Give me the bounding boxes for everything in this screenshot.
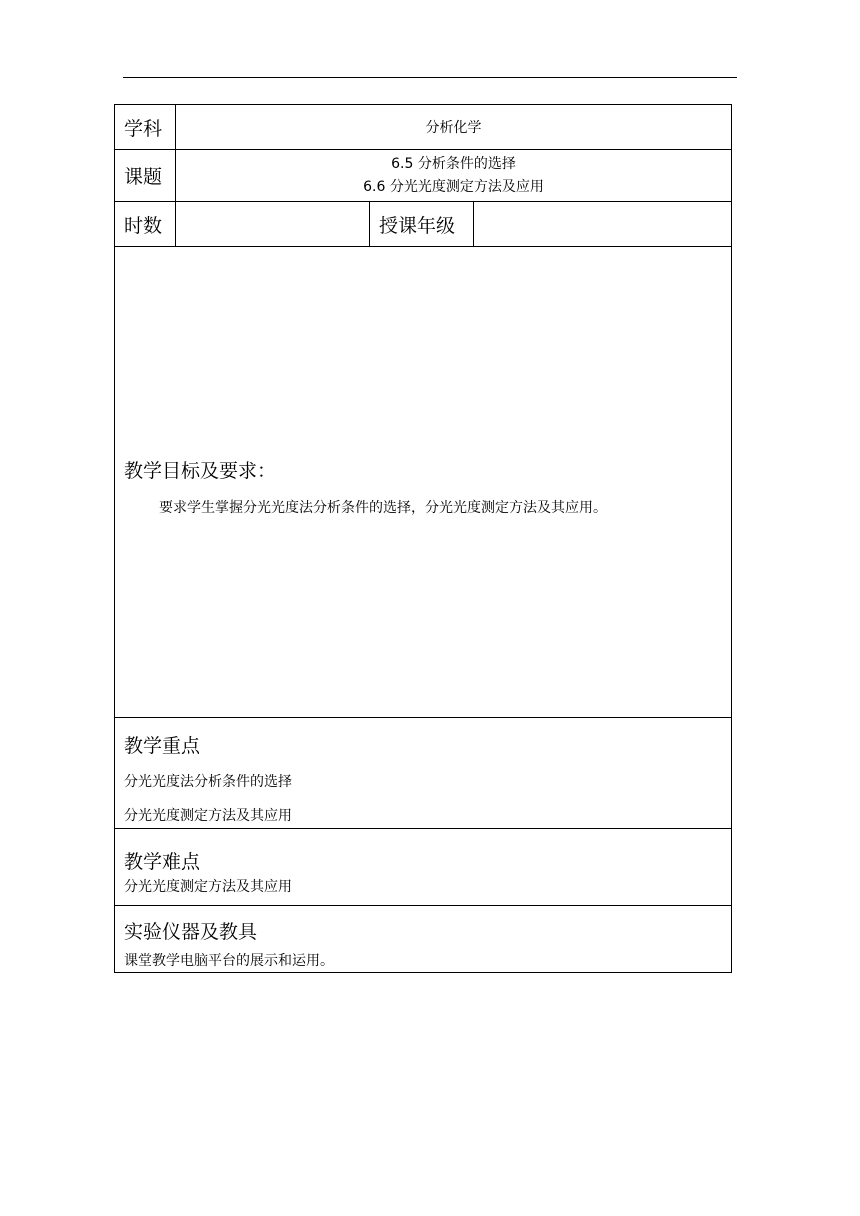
topic-line-1: 6.5 分析条件的选择 bbox=[391, 155, 516, 172]
subject-value: 分析化学 bbox=[176, 105, 732, 150]
key-point-item: 分光光度法分析条件的选择 bbox=[124, 773, 292, 790]
difficulty-item: 分光光度测定方法及其应用 bbox=[124, 879, 292, 895]
objectives-cell bbox=[115, 247, 732, 718]
topic-line-2: 6.6 分光光度测定方法及应用 bbox=[363, 178, 544, 195]
key-point-item: 分光光度测定方法及其应用 bbox=[124, 807, 292, 824]
objectives-text: 要求学生掌握分光光度法分析条件的选择，分光光度测定方法及其应用。 bbox=[159, 500, 607, 516]
difficulties-cell bbox=[115, 829, 732, 906]
equipment-cell bbox=[115, 906, 732, 973]
objectives-title: 教学目标及要求： bbox=[124, 460, 277, 482]
grade-label: 授课年级 bbox=[370, 202, 474, 247]
objectives-row bbox=[115, 247, 732, 718]
hours-grade-row bbox=[115, 202, 732, 247]
topic-value bbox=[176, 150, 732, 202]
header-rule bbox=[123, 77, 737, 78]
hours-value bbox=[176, 202, 370, 247]
equipment-row bbox=[115, 906, 732, 973]
difficulties-row bbox=[115, 829, 732, 906]
equipment-title: 实验仪器及教具 bbox=[124, 921, 258, 943]
lesson-plan-table bbox=[114, 104, 732, 973]
key-points-row bbox=[115, 718, 732, 829]
subject-label: 学科 bbox=[115, 105, 176, 150]
subject-row bbox=[115, 105, 732, 150]
topic-row bbox=[115, 150, 732, 202]
key-points-title: 教学重点 bbox=[124, 734, 201, 757]
topic-label: 课题 bbox=[115, 150, 176, 202]
difficulties-title: 教学难点 bbox=[124, 851, 201, 873]
hours-label: 时数 bbox=[115, 202, 176, 247]
equipment-text: 课堂教学电脑平台的展示和运用。 bbox=[124, 953, 334, 969]
key-points-cell bbox=[115, 718, 732, 829]
grade-value bbox=[474, 202, 732, 247]
